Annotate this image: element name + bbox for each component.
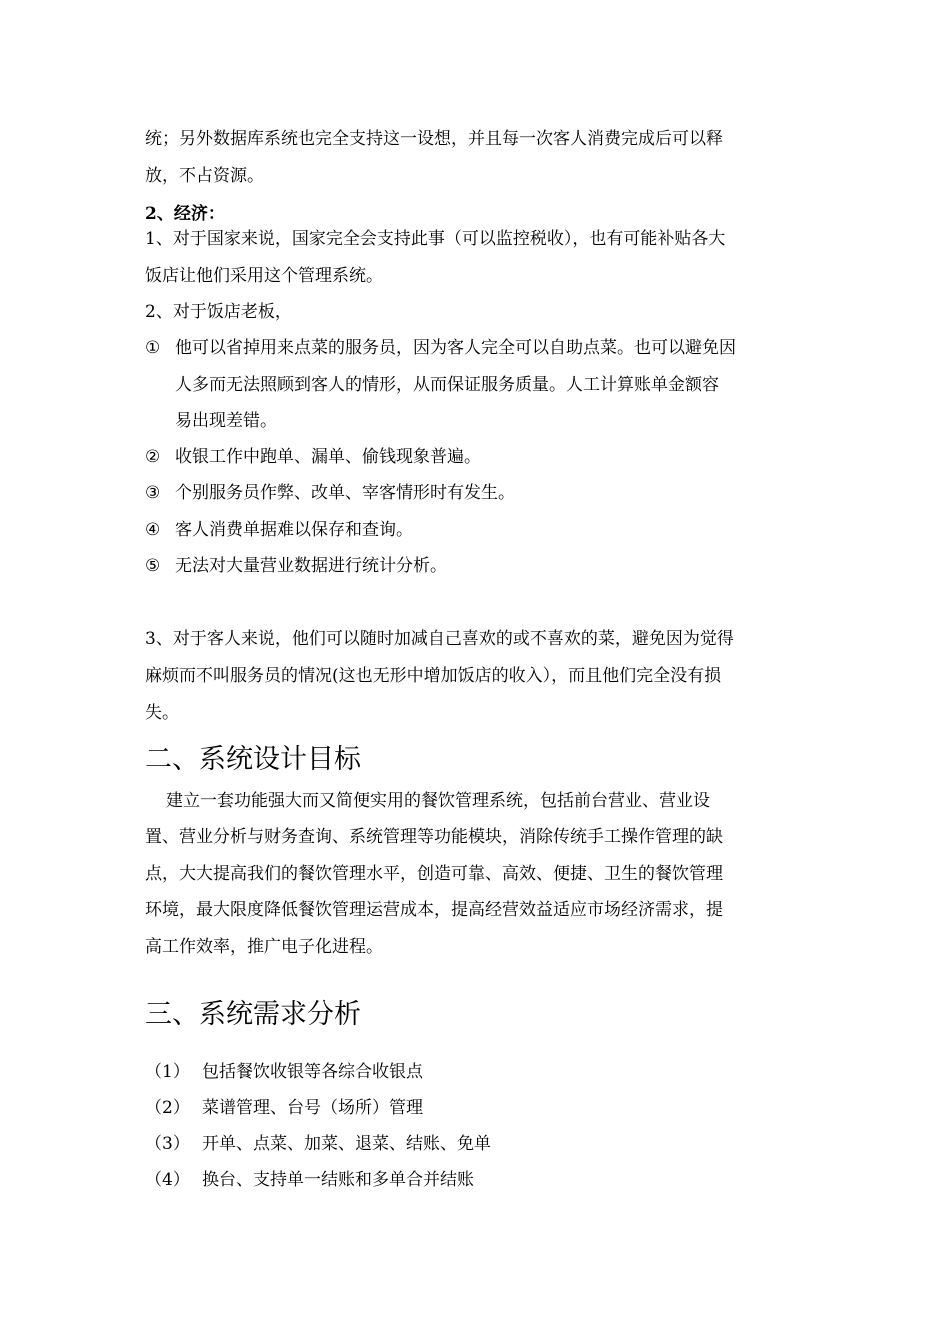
requirement-number: （4） — [145, 1170, 190, 1190]
economy-p3-line-2: 麻烦而不叫服务员的情况(这也无形中增加饭店的收入），而且他们完全没有损 — [145, 666, 722, 686]
section2-line-4: 环境，最大限度降低餐饮管理运营成本，提高经营效益适应市场经济需求，提 — [145, 900, 723, 920]
section2-line-2: 置、营业分析与财务查询、系统管理等功能模块，消除传统手工操作管理的缺 — [145, 827, 723, 847]
economy-p3-line-1: 3、对于客人来说，他们可以随时加减自己喜欢的或不喜欢的菜，避免因为觉得 — [145, 629, 734, 649]
section-heading: 二、系统设计目标 — [145, 744, 361, 775]
list-item — [145, 519, 413, 541]
list-item-text: 收银工作中跑单、漏单、偷钱现象普遍。 — [175, 447, 481, 467]
list-marker: ③ — [145, 483, 161, 503]
list-marker: ⑤ — [145, 556, 161, 576]
economy-p1-line-1: 1、对于国家来说，国家完全会支持此事（可以监控税收），也有可能补贴各大 — [145, 229, 726, 249]
economy-p1-line-2: 饭店让他们采用这个管理系统。 — [145, 266, 383, 286]
requirement-item — [145, 1061, 423, 1083]
intro-line-2: 放，不占资源。 — [145, 166, 264, 186]
list-item — [145, 555, 447, 577]
requirement-item — [145, 1097, 423, 1119]
list-item-text: 客人消费单据难以保存和查询。 — [175, 520, 413, 540]
list-item-continuation: 人多而无法照顾到客人的情形，从而保证服务质量。人工计算账单金额容 — [175, 375, 719, 395]
list-marker: ② — [145, 447, 161, 467]
list-item-continuation: 易出现差错。 — [175, 411, 277, 431]
requirement-number: （1） — [145, 1062, 190, 1082]
section2-line-3: 点，大大提高我们的餐饮管理水平，创造可靠、高效、便捷、卫生的餐饮管理 — [145, 864, 723, 884]
economy-p3-line-3: 失。 — [145, 703, 179, 723]
requirement-item — [145, 1169, 474, 1191]
list-item — [145, 482, 515, 504]
requirement-number: （2） — [145, 1098, 190, 1118]
requirement-number: （3） — [145, 1134, 190, 1154]
list-item-text: 无法对大量营业数据进行统计分析。 — [175, 556, 447, 576]
section-heading: 三、系统需求分析 — [145, 999, 361, 1030]
list-item — [145, 337, 736, 359]
requirement-text: 包括餐饮收银等各综合收银点 — [202, 1062, 423, 1082]
requirement-text: 换台、支持单一结账和多单合并结账 — [202, 1170, 474, 1190]
list-marker: ① — [145, 338, 161, 358]
economy-p2: 2、对于饭店老板， — [145, 302, 292, 322]
section2-line-1: 建立一套功能强大而又简便实用的餐饮管理系统，包括前台营业、营业设 — [166, 791, 710, 811]
intro-line-1: 统；另外数据库系统也完全支持这一设想，并且每一次客人消费完成后可以释 — [145, 129, 723, 149]
list-item-text: 个别服务员作弊、改单、宰客情形时有发生。 — [175, 483, 515, 503]
economy-heading: 2、经济： — [145, 204, 225, 224]
list-item — [145, 446, 481, 468]
section2-line-5: 高工作效率，推广电子化进程。 — [145, 937, 383, 957]
requirement-text: 开单、点菜、加菜、退菜、结账、免单 — [202, 1134, 491, 1154]
requirement-item — [145, 1133, 491, 1155]
requirement-text: 菜谱管理、台号（场所）管理 — [202, 1098, 423, 1118]
list-marker: ④ — [145, 520, 161, 540]
list-item-text: 他可以省掉用来点菜的服务员，因为客人完全可以自助点菜。也可以避免因 — [175, 338, 736, 358]
